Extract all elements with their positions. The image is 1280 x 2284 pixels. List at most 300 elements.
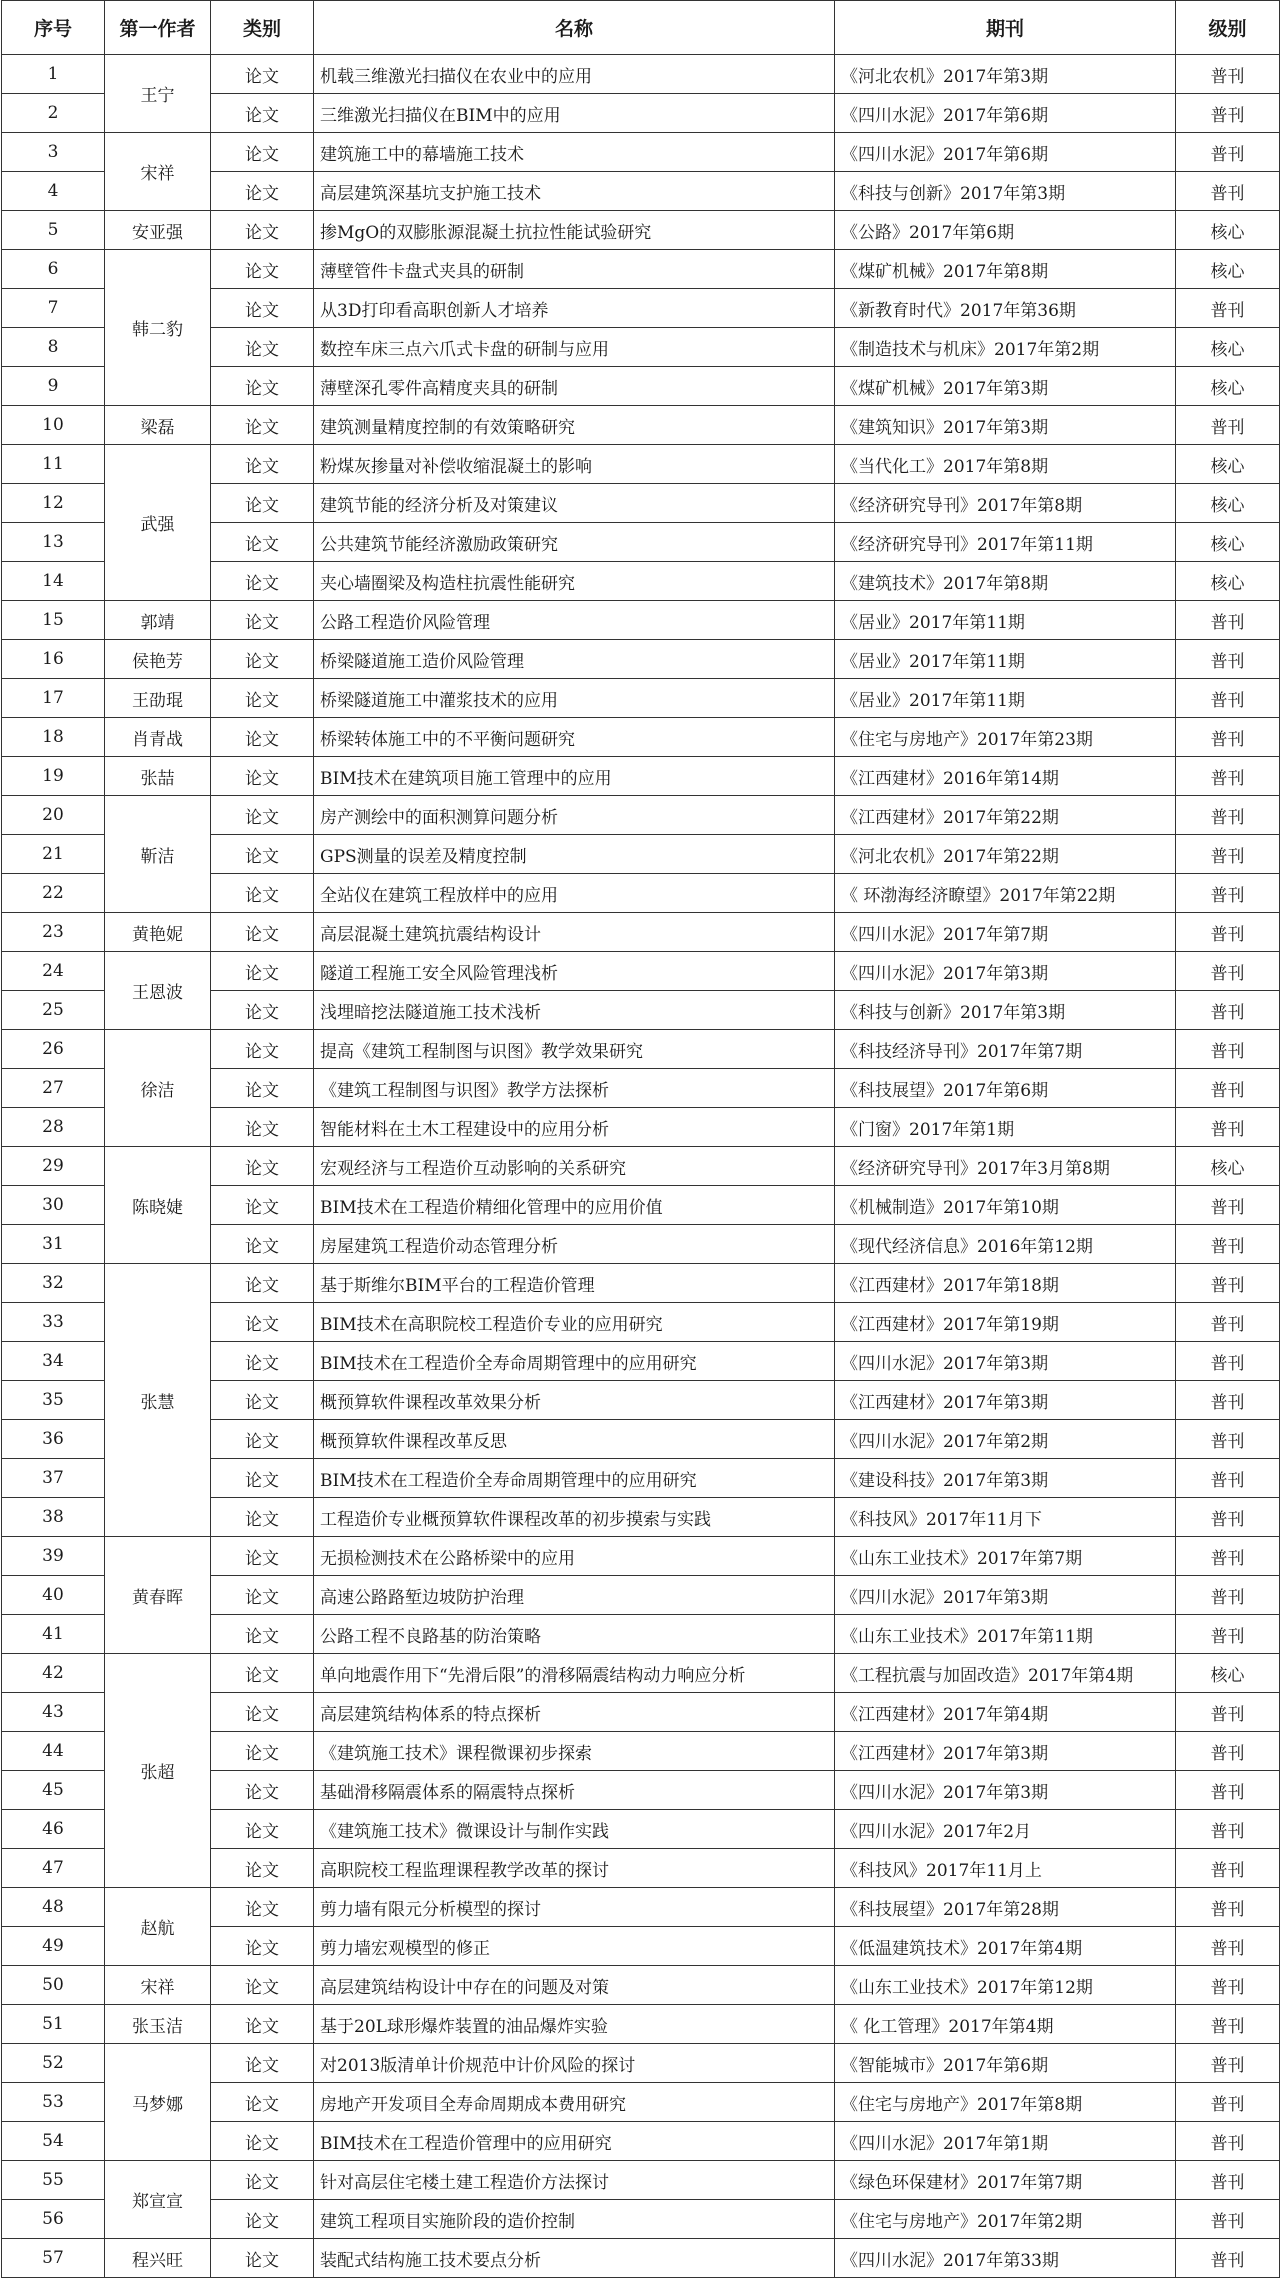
cell-type: 论文	[211, 913, 314, 952]
cell-title: 房地产开发项目全寿命周期成本费用研究	[314, 2083, 835, 2122]
cell-journal: 《河北农机》2017年第3期	[835, 55, 1176, 94]
cell-level: 普刊	[1176, 718, 1280, 757]
cell-title: 桥梁隧道施工中灌浆技术的应用	[314, 679, 835, 718]
cell-journal: 《住宅与房地产》2017年第8期	[835, 2083, 1176, 2122]
cell-type: 论文	[211, 679, 314, 718]
cell-journal: 《山东工业技术》2017年第11期	[835, 1615, 1176, 1654]
cell-journal: 《智能城市》2017年第6期	[835, 2044, 1176, 2083]
cell-level: 普刊	[1176, 1303, 1280, 1342]
cell-title: 无损检测技术在公路桥梁中的应用	[314, 1537, 835, 1576]
cell-journal: 《江西建材》2017年第19期	[835, 1303, 1176, 1342]
cell-type: 论文	[211, 601, 314, 640]
cell-journal: 《新教育时代》2017年第36期	[835, 289, 1176, 328]
cell-no: 41	[2, 1615, 105, 1654]
cell-title: 桥梁隧道施工造价风险管理	[314, 640, 835, 679]
cell-no: 11	[2, 445, 105, 484]
cell-level: 普刊	[1176, 2122, 1280, 2161]
cell-title: 从3D打印看高职创新人才培养	[314, 289, 835, 328]
cell-type: 论文	[211, 835, 314, 874]
cell-journal: 《四川水泥》2017年第3期	[835, 1771, 1176, 1810]
cell-level: 普刊	[1176, 1966, 1280, 2005]
cell-no: 51	[2, 2005, 105, 2044]
cell-journal: 《公路》2017年第6期	[835, 211, 1176, 250]
table-row	[2, 1654, 1280, 1693]
cell-title: 针对高层住宅楼土建工程造价方法探讨	[314, 2161, 835, 2200]
cell-no: 17	[2, 679, 105, 718]
cell-level: 普刊	[1176, 1693, 1280, 1732]
cell-type: 论文	[211, 1654, 314, 1693]
cell-journal: 《低温建筑技术》2017年第4期	[835, 1927, 1176, 1966]
cell-level: 普刊	[1176, 835, 1280, 874]
table-row	[2, 913, 1280, 952]
table-row	[2, 640, 1280, 679]
cell-title: 桥梁转体施工中的不平衡问题研究	[314, 718, 835, 757]
cell-title: 剪力墙宏观模型的修正	[314, 1927, 835, 1966]
cell-title: 机载三维激光扫描仪在农业中的应用	[314, 55, 835, 94]
cell-journal: 《 环渤海经济瞭望》2017年第22期	[835, 874, 1176, 913]
cell-no: 43	[2, 1693, 105, 1732]
header-type: 类别	[211, 1, 314, 55]
cell-author: 侯艳芳	[105, 640, 211, 679]
cell-level: 普刊	[1176, 1264, 1280, 1303]
cell-no: 21	[2, 835, 105, 874]
cell-author: 宋祥	[105, 1966, 211, 2005]
cell-journal: 《四川水泥》2017年第2期	[835, 1420, 1176, 1459]
cell-title: 对2013版清单计价规范中计价风险的探讨	[314, 2044, 835, 2083]
cell-level: 普刊	[1176, 1342, 1280, 1381]
cell-level: 普刊	[1176, 2044, 1280, 2083]
table-row	[2, 2005, 1280, 2044]
cell-type: 论文	[211, 1108, 314, 1147]
table-row	[2, 2239, 1280, 2278]
cell-type: 论文	[211, 1381, 314, 1420]
cell-no: 40	[2, 1576, 105, 1615]
cell-title: 房产测绘中的面积测算问题分析	[314, 796, 835, 835]
cell-title: 单向地震作用下“先滑后限”的滑移隔震结构动力响应分析	[314, 1654, 835, 1693]
cell-no: 3	[2, 133, 105, 172]
cell-level: 普刊	[1176, 601, 1280, 640]
cell-level: 核心	[1176, 211, 1280, 250]
cell-no: 15	[2, 601, 105, 640]
cell-type: 论文	[211, 952, 314, 991]
cell-no: 44	[2, 1732, 105, 1771]
cell-title: 基于20L球形爆炸装置的油品爆炸实验	[314, 2005, 835, 2044]
cell-journal: 《江西建材》2016年第14期	[835, 757, 1176, 796]
cell-level: 核心	[1176, 1654, 1280, 1693]
table-row	[2, 796, 1280, 835]
cell-no: 31	[2, 1225, 105, 1264]
cell-author: 韩二豹	[105, 250, 211, 406]
cell-journal: 《建筑知识》2017年第3期	[835, 406, 1176, 445]
cell-no: 39	[2, 1537, 105, 1576]
cell-journal: 《住宅与房地产》2017年第23期	[835, 718, 1176, 757]
cell-type: 论文	[211, 445, 314, 484]
cell-no: 49	[2, 1927, 105, 1966]
cell-level: 普刊	[1176, 406, 1280, 445]
cell-no: 29	[2, 1147, 105, 1186]
cell-type: 论文	[211, 1147, 314, 1186]
header-journal: 期刊	[835, 1, 1176, 55]
cell-journal: 《江西建材》2017年第3期	[835, 1732, 1176, 1771]
cell-title: 基于斯维尔BIM平台的工程造价管理	[314, 1264, 835, 1303]
cell-type: 论文	[211, 484, 314, 523]
cell-type: 论文	[211, 289, 314, 328]
cell-no: 1	[2, 55, 105, 94]
cell-no: 33	[2, 1303, 105, 1342]
cell-no: 5	[2, 211, 105, 250]
cell-type: 论文	[211, 1537, 314, 1576]
cell-type: 论文	[211, 718, 314, 757]
cell-title: BIM技术在工程造价全寿命周期管理中的应用研究	[314, 1342, 835, 1381]
table-row	[2, 1264, 1280, 1303]
cell-no: 13	[2, 523, 105, 562]
cell-author: 马梦娜	[105, 2044, 211, 2161]
cell-type: 论文	[211, 2044, 314, 2083]
cell-journal: 《建设科技》2017年第3期	[835, 1459, 1176, 1498]
cell-level: 普刊	[1176, 1615, 1280, 1654]
cell-level: 普刊	[1176, 2200, 1280, 2239]
cell-no: 46	[2, 1810, 105, 1849]
cell-level: 普刊	[1176, 1732, 1280, 1771]
cell-title: 高速公路路堑边坡防护治理	[314, 1576, 835, 1615]
cell-level: 普刊	[1176, 1771, 1280, 1810]
cell-type: 论文	[211, 1069, 314, 1108]
cell-journal: 《科技风》2017年11月下	[835, 1498, 1176, 1537]
cell-no: 53	[2, 2083, 105, 2122]
cell-author: 张慧	[105, 1264, 211, 1537]
cell-journal: 《建筑技术》2017年第8期	[835, 562, 1176, 601]
cell-level: 核心	[1176, 484, 1280, 523]
cell-journal: 《经济研究导刊》2017年第8期	[835, 484, 1176, 523]
cell-type: 论文	[211, 640, 314, 679]
cell-journal: 《煤矿机械》2017年第8期	[835, 250, 1176, 289]
cell-no: 55	[2, 2161, 105, 2200]
cell-title: 基础滑移隔震体系的隔震特点探析	[314, 1771, 835, 1810]
cell-no: 25	[2, 991, 105, 1030]
cell-type: 论文	[211, 562, 314, 601]
cell-title: GPS测量的误差及精度控制	[314, 835, 835, 874]
cell-type: 论文	[211, 2005, 314, 2044]
cell-journal: 《四川水泥》2017年第6期	[835, 133, 1176, 172]
cell-no: 20	[2, 796, 105, 835]
cell-title: BIM技术在工程造价精细化管理中的应用价值	[314, 1186, 835, 1225]
cell-no: 30	[2, 1186, 105, 1225]
cell-level: 普刊	[1176, 1069, 1280, 1108]
cell-title: 剪力墙有限元分析模型的探讨	[314, 1888, 835, 1927]
cell-level: 普刊	[1176, 1498, 1280, 1537]
table-row	[2, 2044, 1280, 2083]
cell-title: 智能材料在土木工程建设中的应用分析	[314, 1108, 835, 1147]
cell-level: 普刊	[1176, 640, 1280, 679]
table-row	[2, 445, 1280, 484]
cell-title: BIM技术在建筑项目施工管理中的应用	[314, 757, 835, 796]
cell-author: 王劭琨	[105, 679, 211, 718]
cell-author: 武强	[105, 445, 211, 601]
cell-no: 14	[2, 562, 105, 601]
cell-journal: 《山东工业技术》2017年第7期	[835, 1537, 1176, 1576]
cell-level: 核心	[1176, 328, 1280, 367]
cell-journal: 《绿色环保建材》2017年第7期	[835, 2161, 1176, 2200]
table-row	[2, 1147, 1280, 1186]
cell-title: 建筑施工中的幕墙施工技术	[314, 133, 835, 172]
table-row	[2, 1966, 1280, 2005]
cell-title: 房屋建筑工程造价动态管理分析	[314, 1225, 835, 1264]
cell-no: 12	[2, 484, 105, 523]
cell-title: 粉煤灰掺量对补偿收缩混凝土的影响	[314, 445, 835, 484]
cell-type: 论文	[211, 1498, 314, 1537]
cell-title: 提高《建筑工程制图与识图》教学效果研究	[314, 1030, 835, 1069]
cell-no: 26	[2, 1030, 105, 1069]
cell-journal: 《科技展望》2017年第6期	[835, 1069, 1176, 1108]
cell-type: 论文	[211, 1732, 314, 1771]
cell-journal: 《居业》2017年第11期	[835, 601, 1176, 640]
cell-level: 普刊	[1176, 1849, 1280, 1888]
cell-journal: 《居业》2017年第11期	[835, 679, 1176, 718]
cell-level: 普刊	[1176, 1420, 1280, 1459]
cell-no: 57	[2, 2239, 105, 2278]
cell-level: 核心	[1176, 250, 1280, 289]
cell-journal: 《煤矿机械》2017年第3期	[835, 367, 1176, 406]
cell-no: 34	[2, 1342, 105, 1381]
cell-no: 19	[2, 757, 105, 796]
cell-level: 普刊	[1176, 796, 1280, 835]
cell-title: 薄壁深孔零件高精度夹具的研制	[314, 367, 835, 406]
cell-type: 论文	[211, 2161, 314, 2200]
cell-journal: 《制造技术与机床》2017年第2期	[835, 328, 1176, 367]
cell-level: 普刊	[1176, 55, 1280, 94]
table-row	[2, 2161, 1280, 2200]
cell-no: 9	[2, 367, 105, 406]
cell-journal: 《工程抗震与加固改造》2017年第4期	[835, 1654, 1176, 1693]
cell-no: 38	[2, 1498, 105, 1537]
table-row	[2, 1030, 1280, 1069]
cell-title: 建筑测量精度控制的有效策略研究	[314, 406, 835, 445]
cell-journal: 《四川水泥》2017年第33期	[835, 2239, 1176, 2278]
cell-no: 10	[2, 406, 105, 445]
cell-journal: 《江西建材》2017年第18期	[835, 1264, 1176, 1303]
cell-type: 论文	[211, 250, 314, 289]
cell-type: 论文	[211, 2083, 314, 2122]
cell-title: 装配式结构施工技术要点分析	[314, 2239, 835, 2278]
table-row	[2, 757, 1280, 796]
table-row	[2, 952, 1280, 991]
cell-author: 王宁	[105, 55, 211, 133]
cell-title: 工程造价专业概预算软件课程改革的初步摸索与实践	[314, 1498, 835, 1537]
cell-journal: 《 化工管理》2017年第4期	[835, 2005, 1176, 2044]
cell-level: 普刊	[1176, 1927, 1280, 1966]
cell-type: 论文	[211, 1615, 314, 1654]
cell-journal: 《四川水泥》2017年第1期	[835, 2122, 1176, 2161]
cell-type: 论文	[211, 367, 314, 406]
cell-level: 普刊	[1176, 2083, 1280, 2122]
cell-title: 浅埋暗挖法隧道施工技术浅析	[314, 991, 835, 1030]
cell-journal: 《江西建材》2017年第22期	[835, 796, 1176, 835]
cell-type: 论文	[211, 328, 314, 367]
cell-no: 16	[2, 640, 105, 679]
cell-type: 论文	[211, 1771, 314, 1810]
cell-no: 24	[2, 952, 105, 991]
table-row	[2, 250, 1280, 289]
cell-level: 普刊	[1176, 1537, 1280, 1576]
cell-title: BIM技术在工程造价全寿命周期管理中的应用研究	[314, 1459, 835, 1498]
cell-level: 普刊	[1176, 874, 1280, 913]
cell-level: 普刊	[1176, 1108, 1280, 1147]
cell-type: 论文	[211, 55, 314, 94]
cell-level: 核心	[1176, 367, 1280, 406]
cell-title: 高职院校工程监理课程教学改革的探讨	[314, 1849, 835, 1888]
cell-journal: 《科技经济导刊》2017年第7期	[835, 1030, 1176, 1069]
header-title: 名称	[314, 1, 835, 55]
table-row	[2, 406, 1280, 445]
cell-level: 普刊	[1176, 1030, 1280, 1069]
cell-title: 建筑节能的经济分析及对策建议	[314, 484, 835, 523]
cell-type: 论文	[211, 1264, 314, 1303]
cell-type: 论文	[211, 1849, 314, 1888]
cell-type: 论文	[211, 1888, 314, 1927]
cell-no: 54	[2, 2122, 105, 2161]
cell-level: 核心	[1176, 562, 1280, 601]
cell-no: 50	[2, 1966, 105, 2005]
cell-author: 陈晓婕	[105, 1147, 211, 1264]
cell-no: 47	[2, 1849, 105, 1888]
cell-level: 普刊	[1176, 289, 1280, 328]
cell-journal: 《科技与创新》2017年第3期	[835, 991, 1176, 1030]
cell-no: 28	[2, 1108, 105, 1147]
cell-type: 论文	[211, 211, 314, 250]
cell-title: BIM技术在高职院校工程造价专业的应用研究	[314, 1303, 835, 1342]
cell-no: 56	[2, 2200, 105, 2239]
cell-title: 三维激光扫描仪在BIM中的应用	[314, 94, 835, 133]
cell-journal: 《住宅与房地产》2017年第2期	[835, 2200, 1176, 2239]
cell-type: 论文	[211, 796, 314, 835]
cell-level: 普刊	[1176, 172, 1280, 211]
cell-title: 隧道工程施工安全风险管理浅析	[314, 952, 835, 991]
cell-level: 核心	[1176, 445, 1280, 484]
cell-title: 公路工程造价风险管理	[314, 601, 835, 640]
cell-title: 高层建筑结构体系的特点探析	[314, 1693, 835, 1732]
cell-type: 论文	[211, 1303, 314, 1342]
header-row	[2, 1, 1280, 55]
cell-level: 普刊	[1176, 2161, 1280, 2200]
cell-journal: 《门窗》2017年第1期	[835, 1108, 1176, 1147]
cell-no: 42	[2, 1654, 105, 1693]
cell-journal: 《四川水泥》2017年第3期	[835, 1342, 1176, 1381]
cell-type: 论文	[211, 172, 314, 211]
cell-level: 普刊	[1176, 1810, 1280, 1849]
cell-no: 48	[2, 1888, 105, 1927]
cell-journal: 《四川水泥》2017年第6期	[835, 94, 1176, 133]
cell-type: 论文	[211, 2200, 314, 2239]
cell-journal: 《经济研究导刊》2017年3月第8期	[835, 1147, 1176, 1186]
cell-type: 论文	[211, 991, 314, 1030]
cell-author: 肖青战	[105, 718, 211, 757]
table-row	[2, 55, 1280, 94]
cell-author: 郭靖	[105, 601, 211, 640]
cell-level: 普刊	[1176, 1888, 1280, 1927]
cell-title: 《建筑施工技术》微课设计与制作实践	[314, 1810, 835, 1849]
cell-author: 张超	[105, 1654, 211, 1888]
cell-author: 赵航	[105, 1888, 211, 1966]
cell-type: 论文	[211, 1030, 314, 1069]
cell-author: 程兴旺	[105, 2239, 211, 2278]
cell-type: 论文	[211, 1966, 314, 2005]
cell-level: 普刊	[1176, 1225, 1280, 1264]
cell-journal: 《四川水泥》2017年第3期	[835, 1576, 1176, 1615]
cell-no: 27	[2, 1069, 105, 1108]
cell-type: 论文	[211, 874, 314, 913]
publication-table	[1, 0, 1280, 2278]
cell-title: 高层建筑结构设计中存在的问题及对策	[314, 1966, 835, 2005]
cell-level: 普刊	[1176, 1186, 1280, 1225]
cell-level: 核心	[1176, 523, 1280, 562]
cell-title: 概预算软件课程改革效果分析	[314, 1381, 835, 1420]
cell-author: 王恩波	[105, 952, 211, 1030]
cell-level: 普刊	[1176, 1381, 1280, 1420]
cell-no: 37	[2, 1459, 105, 1498]
header-no: 序号	[2, 1, 105, 55]
cell-author: 郑宣宣	[105, 2161, 211, 2239]
table-row	[2, 679, 1280, 718]
cell-level: 普刊	[1176, 2005, 1280, 2044]
cell-type: 论文	[211, 1576, 314, 1615]
cell-level: 普刊	[1176, 913, 1280, 952]
cell-type: 论文	[211, 1342, 314, 1381]
cell-author: 黄艳妮	[105, 913, 211, 952]
cell-level: 普刊	[1176, 2239, 1280, 2278]
header-level: 级别	[1176, 1, 1280, 55]
cell-no: 2	[2, 94, 105, 133]
cell-no: 8	[2, 328, 105, 367]
cell-journal: 《四川水泥》2017年第7期	[835, 913, 1176, 952]
cell-journal: 《居业》2017年第11期	[835, 640, 1176, 679]
cell-type: 论文	[211, 2122, 314, 2161]
cell-journal: 《江西建材》2017年第4期	[835, 1693, 1176, 1732]
cell-author: 张玉洁	[105, 2005, 211, 2044]
cell-type: 论文	[211, 1225, 314, 1264]
cell-journal: 《经济研究导刊》2017年第11期	[835, 523, 1176, 562]
cell-title: 公路工程不良路基的防治策略	[314, 1615, 835, 1654]
cell-title: 夹心墙圈梁及构造柱抗震性能研究	[314, 562, 835, 601]
cell-no: 22	[2, 874, 105, 913]
cell-title: 概预算软件课程改革反思	[314, 1420, 835, 1459]
cell-no: 18	[2, 718, 105, 757]
cell-author: 梁磊	[105, 406, 211, 445]
cell-no: 45	[2, 1771, 105, 1810]
cell-no: 36	[2, 1420, 105, 1459]
cell-level: 普刊	[1176, 991, 1280, 1030]
cell-title: 高层混凝土建筑抗震结构设计	[314, 913, 835, 952]
table-row	[2, 1537, 1280, 1576]
cell-type: 论文	[211, 757, 314, 796]
cell-type: 论文	[211, 94, 314, 133]
cell-title: 宏观经济与工程造价互动影响的关系研究	[314, 1147, 835, 1186]
cell-type: 论文	[211, 1927, 314, 1966]
cell-level: 普刊	[1176, 679, 1280, 718]
cell-title: 掺MgO的双膨胀源混凝土抗拉性能试验研究	[314, 211, 835, 250]
cell-journal: 《当代化工》2017年第8期	[835, 445, 1176, 484]
cell-no: 32	[2, 1264, 105, 1303]
cell-no: 52	[2, 2044, 105, 2083]
table-row	[2, 211, 1280, 250]
cell-journal: 《江西建材》2017年第3期	[835, 1381, 1176, 1420]
cell-no: 6	[2, 250, 105, 289]
cell-type: 论文	[211, 1459, 314, 1498]
table-row	[2, 601, 1280, 640]
cell-type: 论文	[211, 406, 314, 445]
cell-author: 宋祥	[105, 133, 211, 211]
cell-type: 论文	[211, 2239, 314, 2278]
cell-journal: 《科技风》2017年11月上	[835, 1849, 1176, 1888]
